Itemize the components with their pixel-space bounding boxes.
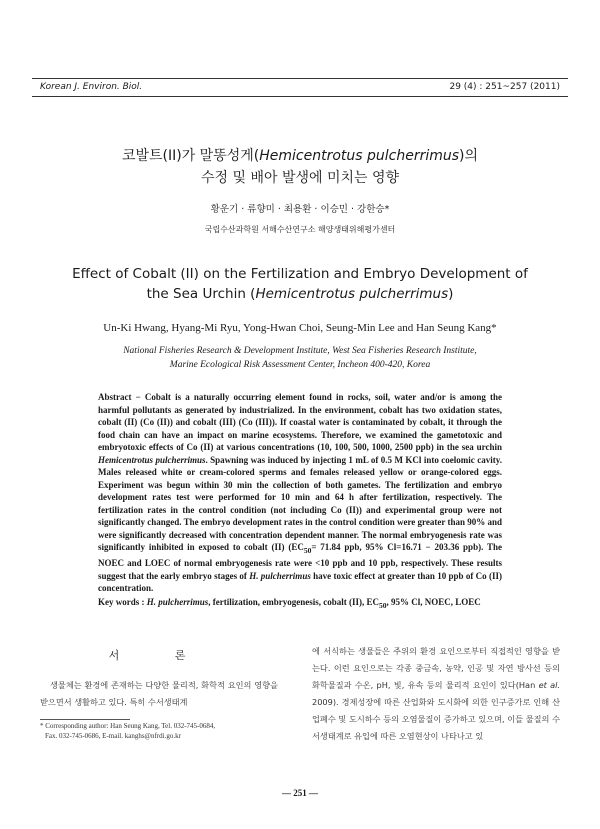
footnote-rule [40,719,130,720]
english-affiliation [40,344,560,372]
korean-title-line1 [40,145,560,167]
abstract-ec-subscript: 50 [303,545,312,555]
footnote-line1: * Corresponding author: Han Seung Kang, Tel. 032-745-0684, [40,722,216,730]
korean-authors: 황운기 · 류향미 · 최용환 · 이승민 · 강한승* [210,204,390,215]
english-title-species: Hemicentrotus pulcherrimus [255,286,449,302]
journal-name: Korean J. Environ. Biol. [40,82,143,92]
keywords-label: Key words : [98,597,147,607]
citation: 29 (4) : 251~257 (2011) [449,82,560,92]
english-title-post: ) [448,286,454,302]
keywords [98,597,502,610]
korean-title-pre: 코발트(II)가 말똥성게( [121,148,260,164]
footnote-line2: Fax. 032-745-0686, E-mail. kanghs@nfrdi.go.kr [45,731,181,740]
english-affiliation-line1: National Fisheries Research & Development Institute, West Sea Fisheries Research Institute, [123,346,477,356]
keywords-list-end: , 95% Cl, NOEC, LOEC [386,597,481,607]
abstract-text-4: have toxic effect at greater than 10 ppb of Co (II) concentration. [98,570,502,594]
footnote-corresponding-author [40,722,280,741]
abstract-text-3: = 71.84 ppb, 95% Cl=16.71 − 203.36 ppb). The NOEC and LOEC of normal embryogenesis rate were <10 ppb and 10 ppb, respectively. These results suggest that the early embryo stages of [98,542,502,581]
abstract [98,391,502,595]
korean-title-post: )의 [459,148,479,164]
keywords-subscript: 50 [379,600,387,610]
english-authors: Un-Ki Hwang, Hyang-Mi Ryu, Yong-Hwan Choi, Seung-Min Lee and Han Seung Kang* [103,322,497,334]
abstract-text-2: . Spawning was induced by injecting 1 mL of 0.5 M KCl into coelomic cavity. Males released white or cream-colored sperms and females released yellow or orange-colored eggs. Experiment was begun within 30 min the collection of both gametes. The fertilization and embryo development rates test were performed for 10 min and 64 h after fertilization, respectively. The fertilization rates in the control condition (not including Co (II)) and experimental group were not significantly changed. The embryo development rates in the control condition were greater than 90% and were significantly decreased with concentration dependent manner. The normal embryogenesis rate was significantly inhibited in exposed to cobalt (II) (EC [98,454,502,552]
section-heading-introduction: 서 론 [108,649,212,662]
intro-right-text-2: 2009). 경제성장에 따른 산업화와 도시화에 의한 인구증가로 인해 산업폐수 및 도시하수 등의 오염물질이 증가하고 있으며, 이들 물질의 수서생태계로 유입에 따른 오염현상이 나타나고 있 [312,697,560,741]
intro-right-text-1: 에 서식하는 생물들은 주위의 환경 요인으로부터 직접적인 영향을 받는다. 이런 요인으로는 각종 중금속, 농약, 인공 및 자연 방사선 등의 화학물질과 수온, pH, 빛, 유속 등의 물리적 요인이 있다(Han [312,646,560,690]
intro-body-left: 생물체는 환경에 존재하는 다양한 물리적, 화학적 요인의 영향을 받으면서 생활하고 있다. 특히 수서생태계 [40,680,278,707]
english-title-line1: Effect of Cobalt (II) on the Fertilization and Embryo Development of [72,266,528,282]
keywords-list: , fertilization, embryogenesis, cobalt (II), EC [208,597,379,607]
header-rule-top [32,78,568,79]
keywords-species: H. pulcherrimus [146,597,209,607]
abstract-text-1: Abstract − Cobalt is a naturally occurring element found in rocks, soil, water and/or is among the harmful pollutants as generated by industrialized. In the environment, cobalt has two oxidation states, cobalt (II) (Co (II)) and cobalt (III) (Co (III)). If coastal water is contaminated by cobalt, it through the food chain can have an impact on marine ecosystems. Therefore, we examined the gametotoxic and embryotoxic effects of Co (II) at various concentrations (10, 100, 500, 1000, 2500 ppb) in the sea urchin [98,392,502,452]
english-title-line2 [40,284,560,304]
korean-affiliation: 국립수산과학원 서해수산연구소 해양생태위해평가센터 [204,225,396,234]
korean-title-line2: 수정 및 배아 발생에 미치는 영향 [200,170,400,186]
page-number: — 251 — [282,788,318,798]
english-affiliation-line2: Marine Ecological Risk Assessment Center, Incheon 400-420, Korea [169,360,431,370]
intro-body-right [312,643,560,745]
intro-right-etal: et al. [538,680,560,690]
korean-title [40,145,560,189]
abstract-species-2: H. pulcherrimus [249,570,311,581]
korean-title-species: Hemicentrotus pulcherrimus [259,148,460,164]
abstract-species-1: Hemicentrotus pulcherrimus [98,454,206,465]
english-title [40,264,560,304]
header-rule-bottom [32,96,568,97]
english-title-pre: the Sea Urchin ( [146,286,256,302]
